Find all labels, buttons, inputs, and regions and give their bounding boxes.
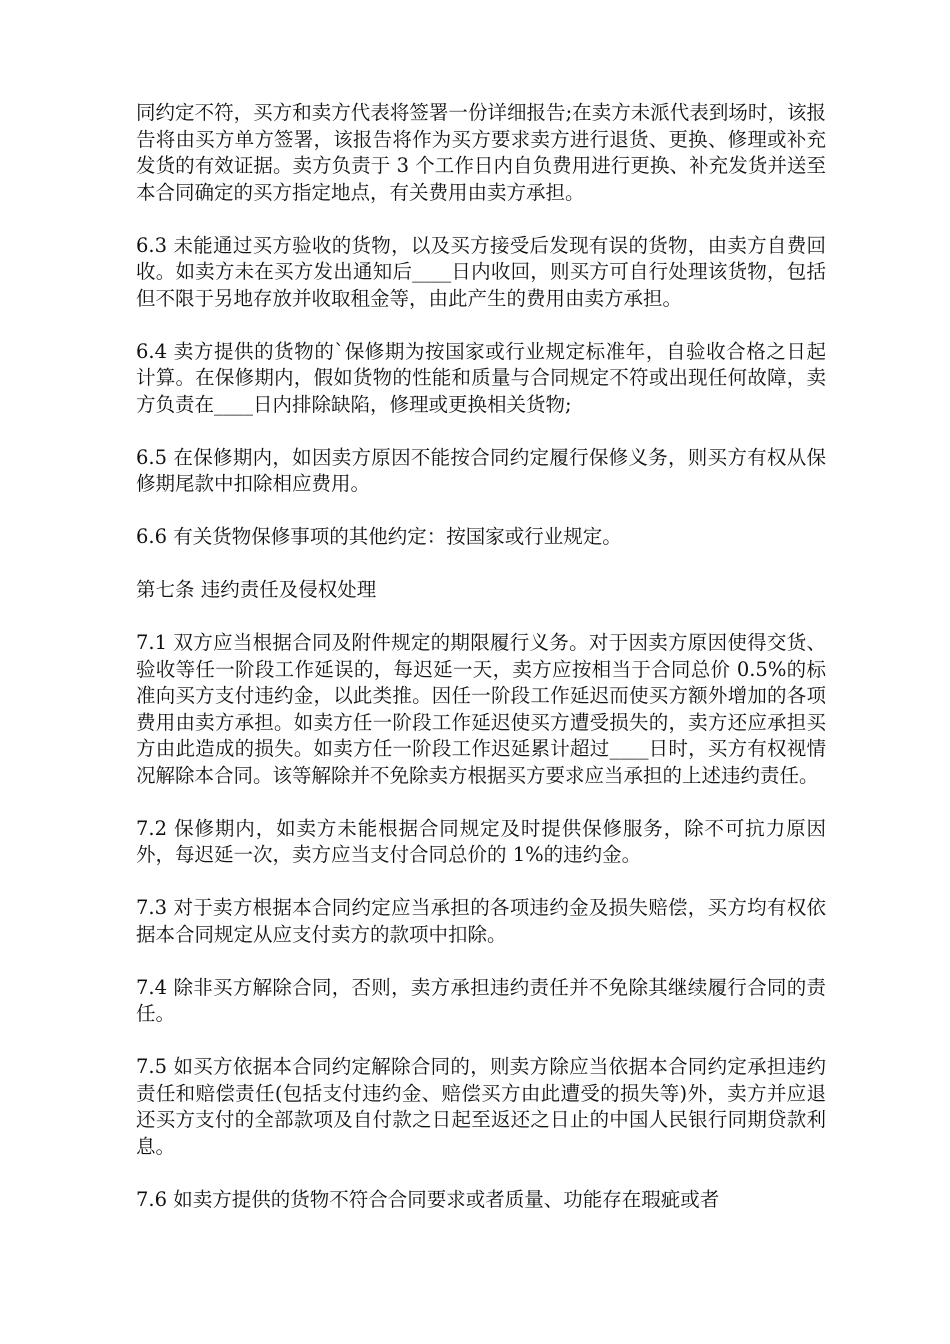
paragraph-7-1: 7.1 双方应当根据合同及附件规定的期限履行义务。对于因卖方原因使得交货、验收等任一阶段工作延误的，每迟延一天，卖方应按相当于合同总价 0.5%的标准向买方支付违约金，以此类推。因任一阶段工作延迟而使买方额外增加的各项费用由卖方承担。如卖方任一阶段工作延迟使买方遭受损失的，卖方还应承担买方由此造成的损失。如卖方任一阶段工作迟延累计超过____日时，买方有权视情况解除本合同。该等解除并不免除卖方根据买方要求应当承担的上述违约责任。 — [136, 631, 826, 787]
paragraph-7-2: 7.2 保修期内，如卖方未能根据合同规定及时提供保修服务，除不可抗力原因外，每迟延一次，卖方应当支付合同总价的 1%的违约金。 — [136, 816, 826, 866]
paragraph-7-5: 7.5 如买方依据本合同约定解除合同的，则卖方除应当依据本合同约定承担违约责任和赔偿责任(包括支付违约金、赔偿买方由此遭受的损失等)外，卖方并应退还买方支付的全部款项及自付款之日起至返还之日止的中国人民银行同期贷款利息。 — [136, 1055, 826, 1158]
paragraph-6-3: 6.3 未能通过买方验收的货物，以及买方接受后发现有误的货物，由卖方自费回收。如卖方未在买方发出通知后____日内收回，则买方可自行处理该货物，包括但不限于另地存放并收取租金等，由此产生的费用由卖方承担。 — [136, 233, 826, 310]
paragraph-7-3: 7.3 对于卖方根据本合同约定应当承担的各项违约金及损失赔偿，买方均有权依据本合同规定从应支付卖方的款项中扣除。 — [136, 896, 826, 946]
paragraph-6-5: 6.5 在保修期内，如因卖方原因不能按合同约定履行保修义务，则买方有权从保修期尾款中扣除相应费用。 — [136, 445, 826, 495]
paragraph-6-6: 6.6 有关货物保修事项的其他约定：按国家或行业规定。 — [136, 525, 622, 548]
section-heading-article-7: 第七条 违约责任及侵权处理 — [136, 578, 377, 601]
paragraph-6-4: 6.4 卖方提供的货物的`保修期为按国家或行业规定标准年，自验收合格之日起计算。在保修期内，假如货物的性能和质量与合同规定不符或出现任何故障，卖方负责在____日内排除缺陷，修理或更换相关货物; — [136, 339, 826, 416]
paragraph-7-4: 7.4 除非买方解除合同，否则，卖方承担违约责任并不免除其继续履行合同的责任。 — [136, 975, 826, 1025]
document-page — [136, 100, 826, 1213]
paragraph-6-2-continued: 同约定不符，买方和卖方代表将签署一份详细报告;在卖方未派代表到场时，该报告将由买方单方签署，该报告将作为买方要求卖方进行退货、更换、修理或补充发货的有效证据。卖方负责于 3 个工作日内自负费用进行更换、补充发货并送至本合同确定的买方指定地点，有关费用由卖方承担。 — [136, 101, 826, 204]
paragraph-7-6: 7.6 如卖方提供的货物不符合合同要求或者质量、功能存在瑕疵或者 — [136, 1187, 720, 1211]
